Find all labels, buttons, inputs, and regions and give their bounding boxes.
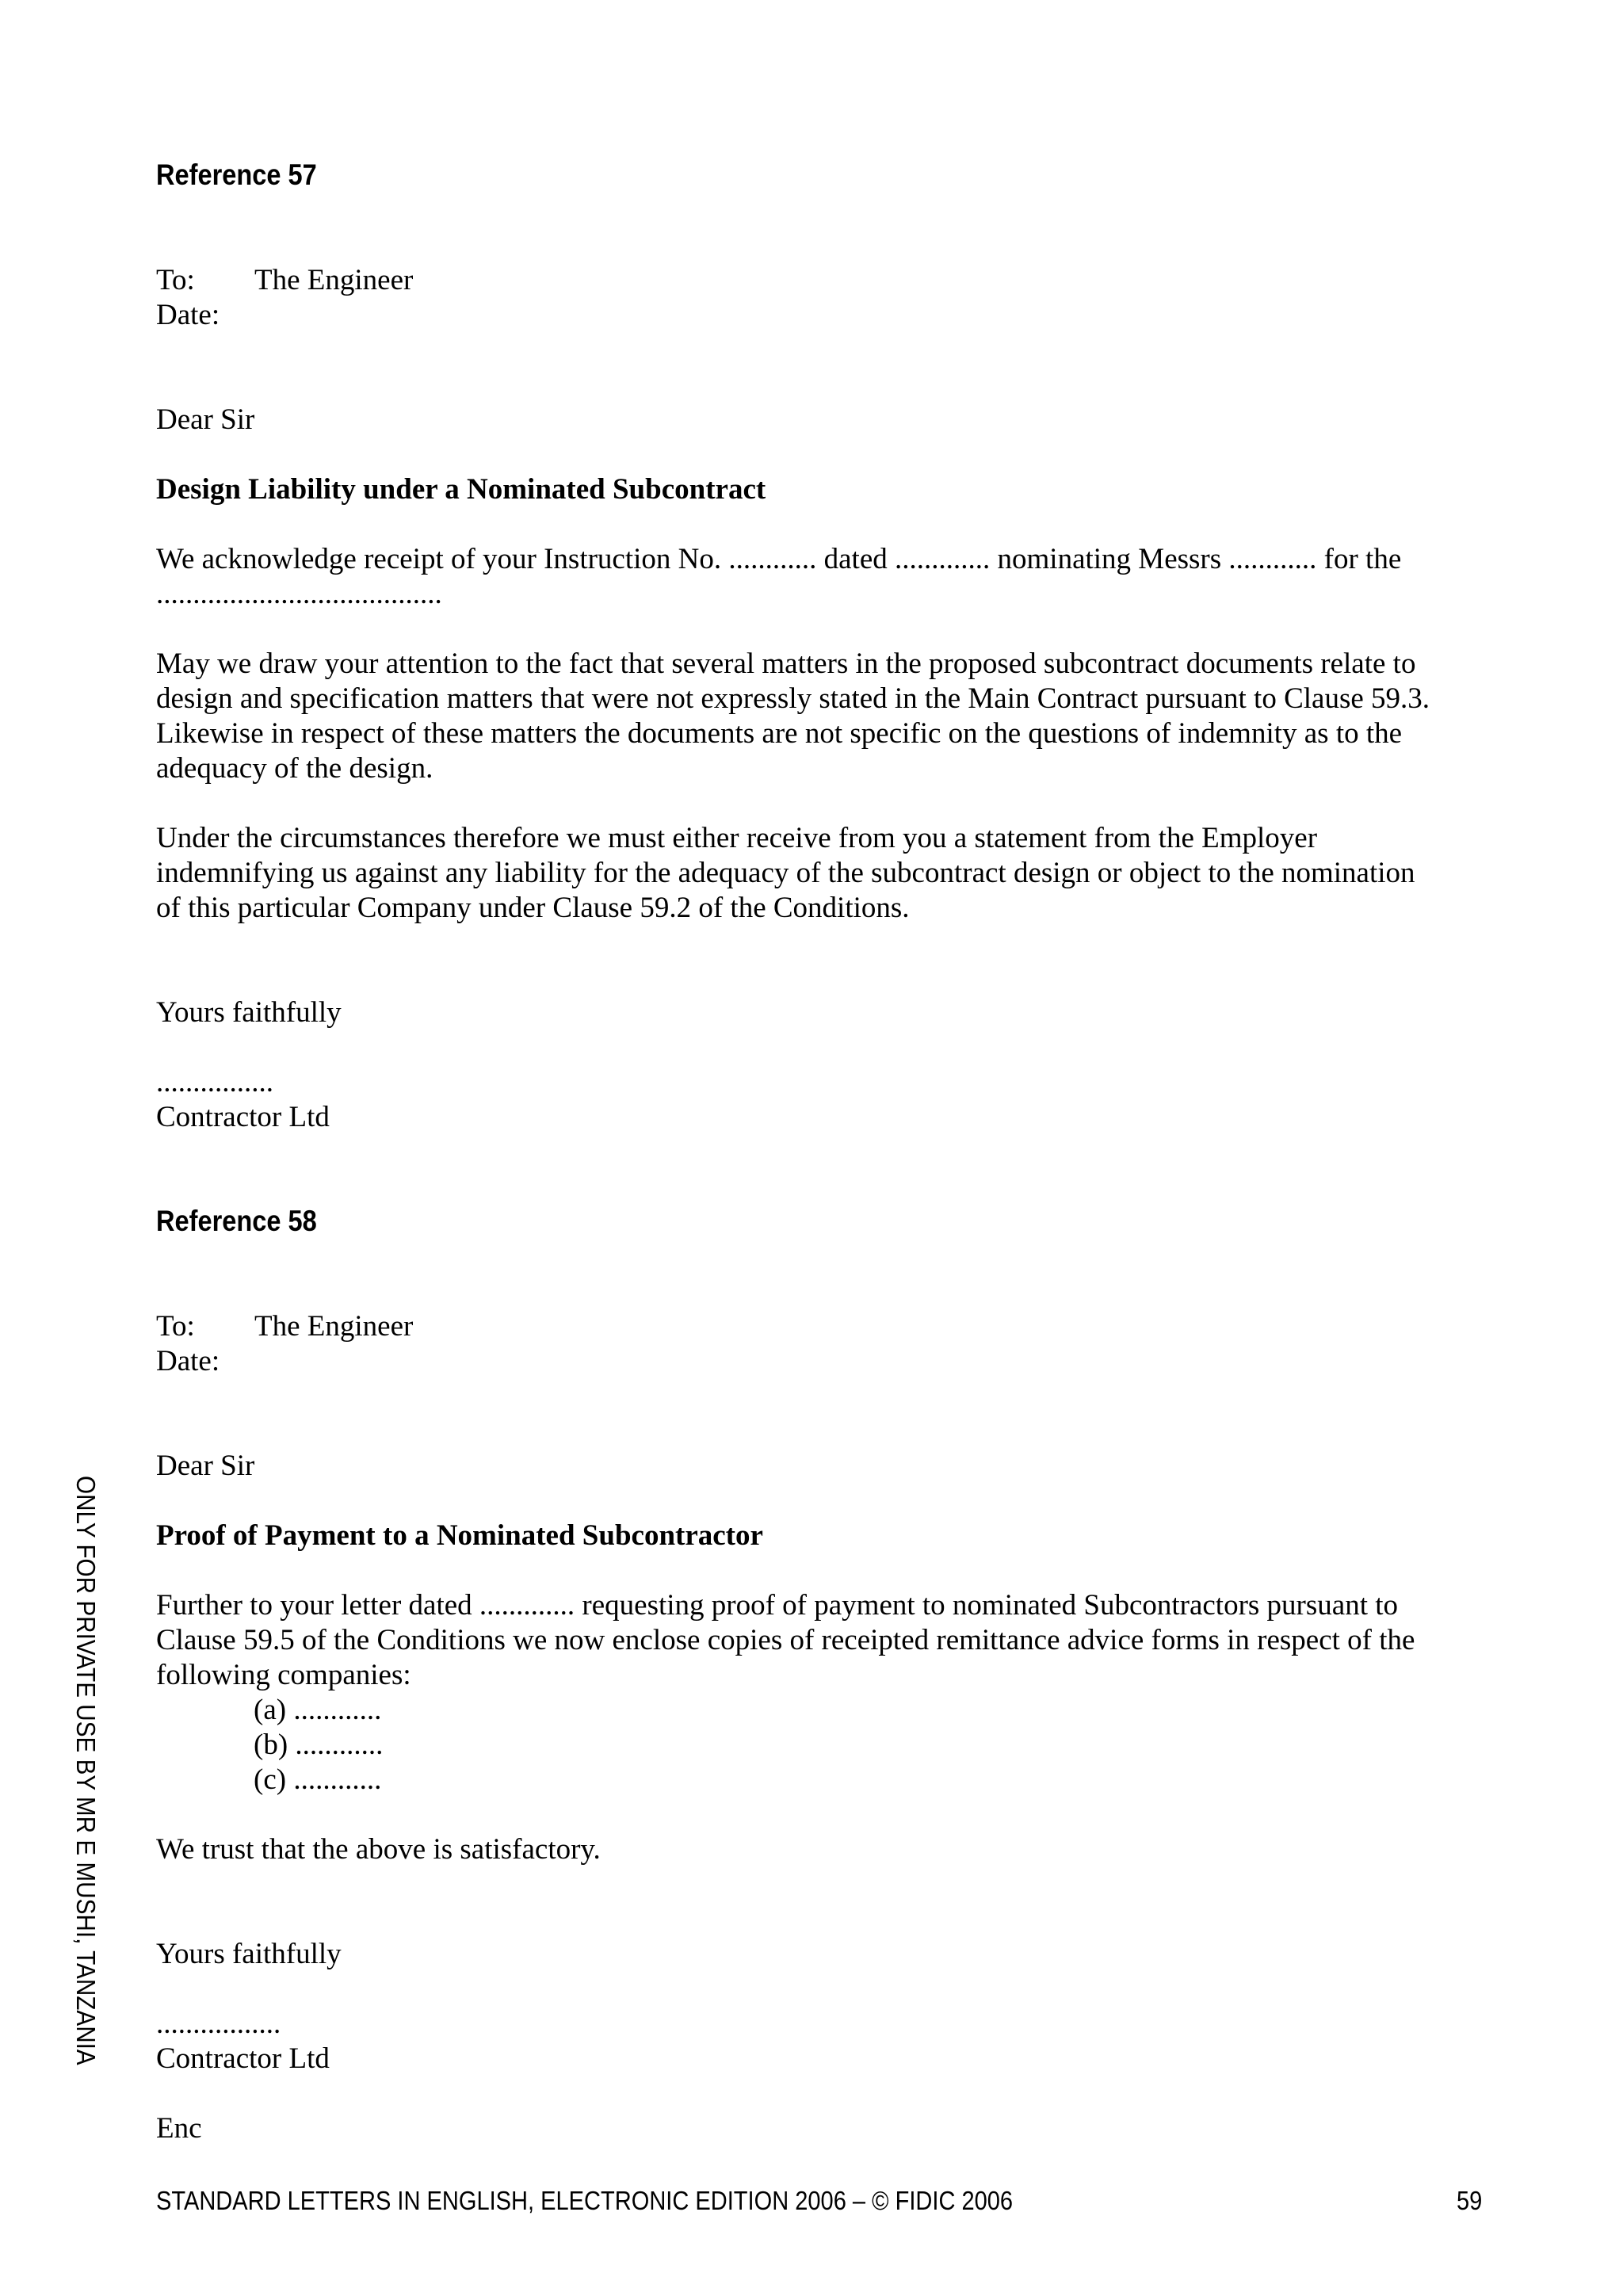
page-number: 59 — [1457, 2186, 1483, 2215]
list-item: (c) ............ — [254, 1763, 382, 1796]
signature-dots: ................ — [156, 1066, 273, 1098]
paragraph-line: We acknowledge receipt of your Instruction No. ............ dated ............. nominating Messrs ............ for the — [156, 543, 1402, 575]
signatory: Contractor Ltd — [156, 2042, 330, 2075]
to-label: To: — [156, 1310, 195, 1343]
paragraph-line: of this particular Company under Clause 59.2 of the Conditions. — [156, 892, 910, 924]
paragraph-line: We trust that the above is satisfactory. — [156, 1833, 601, 1866]
reference-57-heading: Reference 57 — [156, 159, 317, 191]
paragraph-line: following companies: — [156, 1659, 411, 1691]
to-line — [156, 263, 413, 298]
to-label: To: — [156, 264, 195, 296]
list-item: (b) ............ — [254, 1729, 384, 1761]
salutation: Dear Sir — [156, 403, 255, 436]
salutation: Dear Sir — [156, 1450, 255, 1482]
paragraph-line: ....................................... — [156, 578, 442, 610]
paragraph-line: Under the circumstances therefore we must either receive from you a statement from the Employer — [156, 822, 1318, 854]
letter-subject: Design Liability under a Nominated Subcontract — [156, 473, 766, 506]
paragraph-line: indemnifying us against any liability for the adequacy of the subcontract design or object to the nomination — [156, 857, 1415, 889]
private-use-watermark: ONLY FOR PRIVATE USE BY MR E MUSHI, TANZANIA — [71, 1476, 101, 2065]
paragraph-line: May we draw your attention to the fact that several matters in the proposed subcontract documents relate to — [156, 648, 1416, 680]
closing: Yours faithfully — [156, 996, 342, 1029]
paragraph-line: adequacy of the design. — [156, 752, 433, 785]
signature-dots: ................. — [156, 2008, 281, 2040]
signatory: Contractor Ltd — [156, 1101, 330, 1133]
to-line — [156, 1309, 413, 1344]
list-item: (a) ............ — [254, 1694, 382, 1726]
letter-subject: Proof of Payment to a Nominated Subcontractor — [156, 1519, 763, 1552]
to-value: The Engineer — [254, 264, 414, 296]
enclosure-note: Enc — [156, 2112, 202, 2145]
date-label: Date: — [156, 1345, 220, 1377]
closing: Yours faithfully — [156, 1938, 342, 1970]
to-value: The Engineer — [254, 1310, 414, 1343]
reference-58-heading: Reference 58 — [156, 1205, 317, 1237]
date-label: Date: — [156, 299, 220, 331]
paragraph-line: Likewise in respect of these matters the documents are not specific on the questions of indemnity as to the — [156, 717, 1403, 750]
paragraph-line: Clause 59.5 of the Conditions we now enclose copies of receipted remittance advice forms in respect of the — [156, 1624, 1415, 1656]
paragraph-line: Further to your letter dated ............. requesting proof of payment to nominated Subcontractors pursuant to — [156, 1589, 1399, 1622]
footer-text: STANDARD LETTERS IN ENGLISH, ELECTRONIC EDITION 2006 – © FIDIC 2006 — [156, 2186, 1014, 2215]
paragraph-line: design and specification matters that were not expressly stated in the Main Contract pursuant to Clause 59.3. — [156, 682, 1430, 715]
